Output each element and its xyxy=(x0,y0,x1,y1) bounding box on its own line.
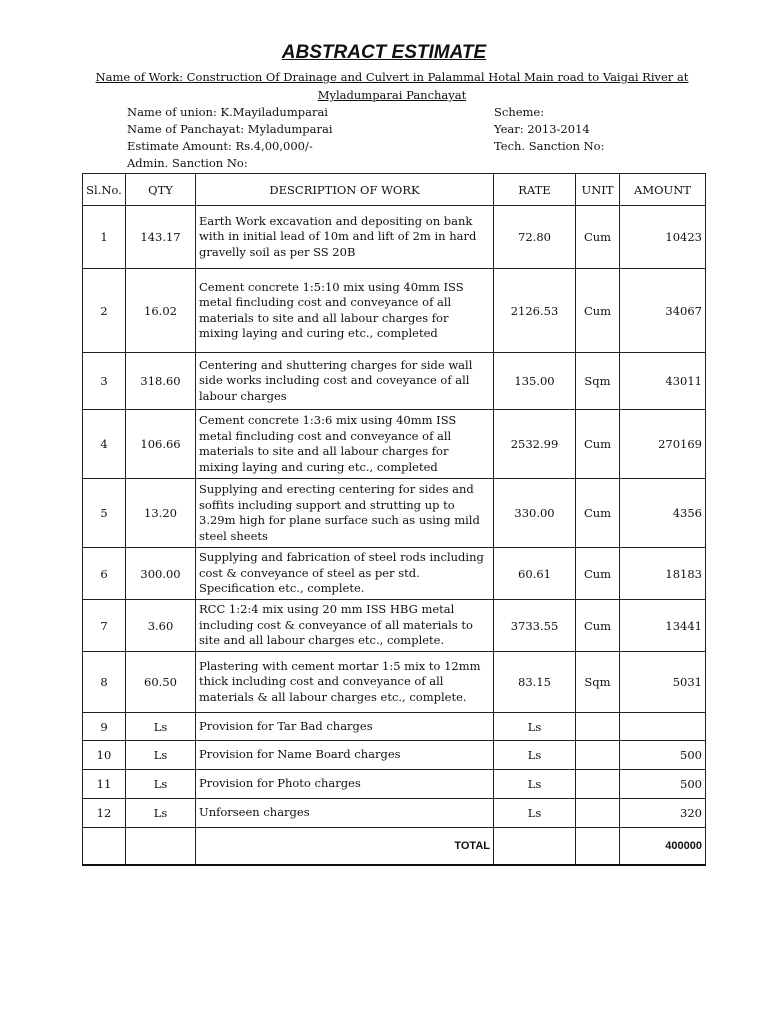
cell-qty: 3.60 xyxy=(126,600,196,652)
admin-sanction-no: Admin. Sanction No: xyxy=(127,156,248,170)
cell-unit: Sqm xyxy=(576,652,620,713)
cell-amount: 500 xyxy=(620,770,706,799)
cell-unit: Sqm xyxy=(576,353,620,410)
header-unit: UNIT xyxy=(576,174,620,206)
cell-rate: 60.61 xyxy=(494,548,576,600)
cell-empty xyxy=(126,828,196,865)
cell-description: Cement concrete 1:3:6 mix using 40mm ISS metal fincluding cost and conveyance of all materials to site and all labour charges for mixing laying and curing etc., completed xyxy=(196,410,494,479)
cell-unit: Cum xyxy=(576,479,620,548)
estimate-amount: Estimate Amount: Rs.4,00,000/- xyxy=(127,139,313,153)
estimate-table xyxy=(82,173,706,866)
cell-amount: 270169 xyxy=(620,410,706,479)
table-row xyxy=(83,269,706,353)
total-row xyxy=(83,828,706,865)
cell-unit: Cum xyxy=(576,269,620,353)
cell-rate: 72.80 xyxy=(494,206,576,269)
cell-rate: Ls xyxy=(494,741,576,770)
scheme: Scheme: xyxy=(494,105,545,119)
cell-slno: 12 xyxy=(83,799,126,828)
table-header-row xyxy=(83,174,706,206)
cell-rate: 330.00 xyxy=(494,479,576,548)
cell-unit xyxy=(576,799,620,828)
table-row xyxy=(83,799,706,828)
cell-unit xyxy=(576,741,620,770)
cell-qty: 300.00 xyxy=(126,548,196,600)
cell-qty: 13.20 xyxy=(126,479,196,548)
cell-empty xyxy=(83,828,126,865)
cell-amount: 320 xyxy=(620,799,706,828)
cell-rate: 83.15 xyxy=(494,652,576,713)
header-qty: QTY xyxy=(126,174,196,206)
table-row xyxy=(83,770,706,799)
cell-slno: 8 xyxy=(83,652,126,713)
cell-qty: Ls xyxy=(126,799,196,828)
cell-description: Unforseen charges xyxy=(196,799,494,828)
cell-qty: Ls xyxy=(126,741,196,770)
cell-qty: Ls xyxy=(126,770,196,799)
table-row xyxy=(83,353,706,410)
table-row xyxy=(83,410,706,479)
cell-amount: 10423 xyxy=(620,206,706,269)
cell-slno: 7 xyxy=(83,600,126,652)
cell-qty: 318.60 xyxy=(126,353,196,410)
tech-sanction-no: Tech. Sanction No: xyxy=(494,139,605,153)
cell-qty: 143.17 xyxy=(126,206,196,269)
cell-description: Provision for Tar Bad charges xyxy=(196,713,494,741)
cell-qty: Ls xyxy=(126,713,196,741)
table-row xyxy=(83,741,706,770)
cell-description: Supplying and erecting centering for sides and soffits including support and strutting up to 3.29m high for plane surface such as using mild steel sheets xyxy=(196,479,494,548)
cell-amount: 4356 xyxy=(620,479,706,548)
cell-amount: 34067 xyxy=(620,269,706,353)
cell-unit: Cum xyxy=(576,410,620,479)
cell-description: Supplying and fabrication of steel rods including cost & conveyance of steel as per std. Specification etc., complete. xyxy=(196,548,494,600)
table-row xyxy=(83,206,706,269)
table-row xyxy=(83,548,706,600)
cell-empty xyxy=(494,828,576,865)
cell-amount: 500 xyxy=(620,741,706,770)
cell-amount: 13441 xyxy=(620,600,706,652)
cell-unit: Cum xyxy=(576,548,620,600)
cell-qty: 16.02 xyxy=(126,269,196,353)
meta-right xyxy=(494,104,604,155)
union-name: Name of union: K.Mayiladumparai xyxy=(127,105,328,119)
cell-description: Cement concrete 1:5:10 mix using 40mm ISS metal fincluding cost and conveyance of all materials to site and all labour charges for mixing laying and curing etc., completed xyxy=(196,269,494,353)
cell-rate: Ls xyxy=(494,770,576,799)
cell-amount: 18183 xyxy=(620,548,706,600)
year: Year: 2013-2014 xyxy=(494,122,590,136)
header-amount: AMOUNT xyxy=(620,174,706,206)
cell-slno: 11 xyxy=(83,770,126,799)
cell-description: RCC 1:2:4 mix using 20 mm ISS HBG metal including cost & conveyance of all materials to site and all labour charges etc., complete. xyxy=(196,600,494,652)
cell-description: Provision for Name Board charges xyxy=(196,741,494,770)
meta-left xyxy=(127,104,333,172)
header-rate: RATE xyxy=(494,174,576,206)
total-amount: 400000 xyxy=(620,828,706,865)
cell-rate: Ls xyxy=(494,799,576,828)
cell-slno: 6 xyxy=(83,548,126,600)
cell-qty: 60.50 xyxy=(126,652,196,713)
header-slno: Sl.No. xyxy=(83,174,126,206)
cell-unit: Cum xyxy=(576,600,620,652)
header-description: DESCRIPTION OF WORK xyxy=(196,174,494,206)
panchayat-name: Name of Panchayat: Myladumparai xyxy=(127,122,333,136)
cell-amount: 43011 xyxy=(620,353,706,410)
cell-slno: 9 xyxy=(83,713,126,741)
table-row xyxy=(83,479,706,548)
cell-rate: 3733.55 xyxy=(494,600,576,652)
cell-slno: 1 xyxy=(83,206,126,269)
cell-slno: 10 xyxy=(83,741,126,770)
cell-unit xyxy=(576,770,620,799)
cell-unit xyxy=(576,713,620,741)
table-row xyxy=(83,713,706,741)
name-of-work: Name of Work: Construction Of Drainage and Culvert in Palammal Hotal Main road to Vaigai River at Myladumparai Panchayat xyxy=(95,70,689,102)
cell-empty xyxy=(576,828,620,865)
total-label: TOTAL xyxy=(196,828,494,865)
table-row xyxy=(83,600,706,652)
cell-rate: 2126.53 xyxy=(494,269,576,353)
cell-slno: 2 xyxy=(83,269,126,353)
cell-amount xyxy=(620,713,706,741)
cell-qty: 106.66 xyxy=(126,410,196,479)
document-title: ABSTRACT ESTIMATE xyxy=(281,42,487,63)
cell-rate: 135.00 xyxy=(494,353,576,410)
cell-description: Centering and shuttering charges for side wall side works including cost and coveyance of all labour charges xyxy=(196,353,494,410)
cell-description: Plastering with cement mortar 1:5 mix to 12mm thick including cost and conveyance of all materials & all labour charges etc., complete. xyxy=(196,652,494,713)
cell-rate: 2532.99 xyxy=(494,410,576,479)
cell-description: Earth Work excavation and depositing on bank with in initial lead of 10m and lift of 2m in hard gravelly soil as per SS 20B xyxy=(196,206,494,269)
cell-unit: Cum xyxy=(576,206,620,269)
cell-slno: 5 xyxy=(83,479,126,548)
cell-description: Provision for Photo charges xyxy=(196,770,494,799)
cell-slno: 3 xyxy=(83,353,126,410)
table-row xyxy=(83,652,706,713)
cell-slno: 4 xyxy=(83,410,126,479)
cell-rate: Ls xyxy=(494,713,576,741)
cell-amount: 5031 xyxy=(620,652,706,713)
